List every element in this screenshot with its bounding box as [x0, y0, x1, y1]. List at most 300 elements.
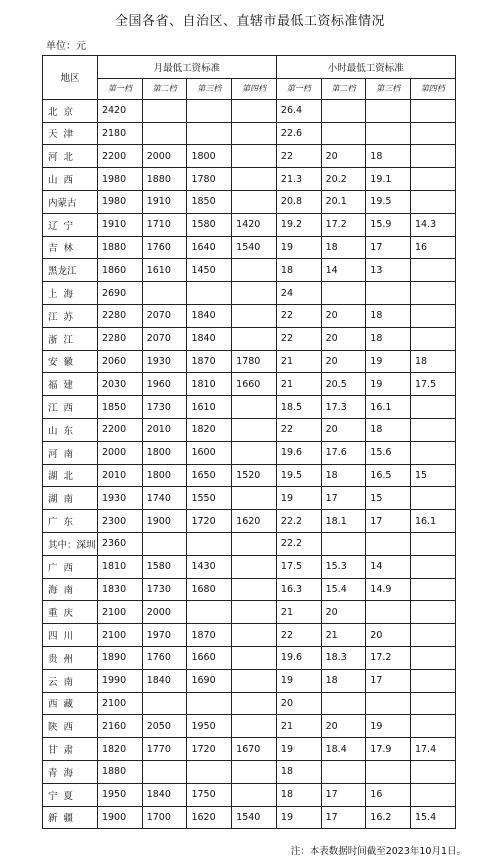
region-cell: 福建: [43, 373, 98, 396]
table-row: [43, 555, 500, 578]
footnote: 注：本表数据时间截至2023年10月1日。: [290, 846, 466, 857]
hourly-tier-3-cell: 20: [366, 624, 411, 647]
region-cell: 宁夏: [43, 783, 98, 806]
monthly-tier-4-cell: [232, 122, 277, 145]
hourly-tier-2-cell: [321, 532, 366, 555]
hourly-tier-2-cell: 20: [321, 418, 366, 441]
monthly-tier-2-cell: 1910: [142, 190, 187, 213]
monthly-tier-4-cell: [232, 487, 277, 510]
monthly-tier-1-cell: 1890: [97, 646, 142, 669]
monthly-tier-2-cell: 1730: [142, 396, 187, 419]
hourly-tier-2-cell: 20.1: [321, 190, 366, 213]
monthly-tier-4-cell: [232, 624, 277, 647]
monthly-tier-1-cell: 1980: [97, 168, 142, 191]
hourly-tier-4-cell: [410, 555, 455, 578]
monthly-tier-4-cell: [232, 601, 277, 624]
region-cell: 陕西: [43, 715, 98, 738]
monthly-tier-1-cell: 1820: [97, 738, 142, 761]
hourly-tier-1-cell: 19.5: [276, 464, 321, 487]
table-row: [43, 783, 500, 806]
monthly-tier-4-cell: 1780: [232, 350, 277, 373]
monthly-tier-2-cell: 2010: [142, 418, 187, 441]
hourly-tier-1-cell: 19: [276, 236, 321, 259]
monthly-tier-3-cell: [187, 601, 232, 624]
region-cell: 重庆: [43, 601, 98, 624]
hourly-tier-3-cell: [366, 99, 411, 122]
monthly-tier-4-cell: 1420: [232, 213, 277, 236]
monthly-tier-4-cell: [232, 259, 277, 282]
region-cell: 黑龙江: [43, 259, 98, 282]
hourly-tier-1-cell: 22.6: [276, 122, 321, 145]
monthly-tier-1-cell: 1910: [97, 213, 142, 236]
header-hourly: 小时最低工资标准: [276, 56, 455, 79]
monthly-tier-2-cell: [142, 760, 187, 783]
hourly-tier-4-cell: 17.5: [410, 373, 455, 396]
hourly-tier-1-cell: 19: [276, 487, 321, 510]
monthly-tier-1-cell: 1880: [97, 760, 142, 783]
monthly-tier-4-cell: 1620: [232, 510, 277, 533]
header-monthly-tier-2: 第二档: [142, 78, 187, 99]
page-title: 全国各省、自治区、直辖市最低工资标准情况: [114, 14, 385, 29]
monthly-tier-1-cell: 2280: [97, 304, 142, 327]
table-row: [43, 396, 500, 419]
monthly-tier-1-cell: 1980: [97, 190, 142, 213]
hourly-tier-3-cell: [366, 760, 411, 783]
hourly-tier-1-cell: 20.8: [276, 190, 321, 213]
hourly-tier-1-cell: 19: [276, 738, 321, 761]
hourly-tier-4-cell: [410, 168, 455, 191]
monthly-tier-1-cell: 1950: [97, 783, 142, 806]
monthly-tier-4-cell: [232, 304, 277, 327]
hourly-tier-3-cell: 17: [366, 669, 411, 692]
hourly-tier-2-cell: [321, 122, 366, 145]
monthly-tier-1-cell: 2000: [97, 441, 142, 464]
hourly-tier-4-cell: [410, 327, 455, 350]
hourly-tier-2-cell: 20: [321, 304, 366, 327]
monthly-tier-3-cell: 1810: [187, 373, 232, 396]
hourly-tier-1-cell: 22: [276, 418, 321, 441]
monthly-tier-1-cell: 2010: [97, 464, 142, 487]
hourly-tier-3-cell: 18: [366, 418, 411, 441]
header-monthly-tier-3: 第三档: [187, 78, 232, 99]
table-row: [43, 669, 500, 692]
monthly-tier-3-cell: 1640: [187, 236, 232, 259]
monthly-tier-3-cell: 1450: [187, 259, 232, 282]
monthly-tier-3-cell: 1430: [187, 555, 232, 578]
region-cell: 吉林: [43, 236, 98, 259]
region-cell: 广东: [43, 510, 98, 533]
hourly-tier-4-cell: [410, 418, 455, 441]
hourly-tier-4-cell: [410, 578, 455, 601]
hourly-tier-1-cell: 19.6: [276, 441, 321, 464]
hourly-tier-2-cell: 18.3: [321, 646, 366, 669]
region-cell: 广西: [43, 555, 98, 578]
hourly-tier-1-cell: 21: [276, 601, 321, 624]
hourly-tier-1-cell: 18: [276, 783, 321, 806]
region-cell: 安徽: [43, 350, 98, 373]
hourly-tier-2-cell: 20: [321, 601, 366, 624]
hourly-tier-3-cell: 13: [366, 259, 411, 282]
hourly-tier-2-cell: 17: [321, 806, 366, 829]
monthly-tier-2-cell: 2000: [142, 145, 187, 168]
monthly-tier-3-cell: [187, 532, 232, 555]
hourly-tier-4-cell: [410, 259, 455, 282]
hourly-tier-4-cell: 15: [410, 464, 455, 487]
hourly-tier-1-cell: 22: [276, 145, 321, 168]
hourly-tier-4-cell: [410, 624, 455, 647]
table-row: [43, 510, 500, 533]
hourly-tier-3-cell: 19.1: [366, 168, 411, 191]
hourly-tier-3-cell: 18: [366, 327, 411, 350]
hourly-tier-1-cell: 22: [276, 304, 321, 327]
hourly-tier-3-cell: 15.6: [366, 441, 411, 464]
region-cell: 内蒙古: [43, 190, 98, 213]
monthly-tier-3-cell: 1650: [187, 464, 232, 487]
hourly-tier-1-cell: 19: [276, 669, 321, 692]
hourly-tier-3-cell: 14: [366, 555, 411, 578]
region-cell: 海南: [43, 578, 98, 601]
table-row: [43, 282, 500, 305]
monthly-tier-2-cell: [142, 99, 187, 122]
monthly-tier-2-cell: [142, 122, 187, 145]
monthly-tier-2-cell: 1610: [142, 259, 187, 282]
hourly-tier-1-cell: 22.2: [276, 510, 321, 533]
hourly-tier-2-cell: [321, 760, 366, 783]
hourly-tier-4-cell: [410, 760, 455, 783]
hourly-tier-4-cell: [410, 669, 455, 692]
header-region: 地区: [43, 56, 98, 100]
monthly-tier-3-cell: 1690: [187, 669, 232, 692]
monthly-tier-4-cell: 1540: [232, 236, 277, 259]
region-cell: 云南: [43, 669, 98, 692]
monthly-tier-2-cell: 1800: [142, 441, 187, 464]
hourly-tier-1-cell: 19.6: [276, 646, 321, 669]
monthly-tier-3-cell: 1600: [187, 441, 232, 464]
hourly-tier-1-cell: 21: [276, 715, 321, 738]
table-row: [43, 646, 500, 669]
monthly-tier-2-cell: 1800: [142, 464, 187, 487]
hourly-tier-2-cell: 17: [321, 783, 366, 806]
monthly-tier-1-cell: 2690: [97, 282, 142, 305]
region-cell: 北京: [43, 99, 98, 122]
hourly-tier-1-cell: 24: [276, 282, 321, 305]
hourly-tier-3-cell: 17: [366, 510, 411, 533]
hourly-tier-3-cell: [366, 601, 411, 624]
table-row: [43, 304, 500, 327]
monthly-tier-3-cell: [187, 122, 232, 145]
monthly-tier-2-cell: [142, 282, 187, 305]
monthly-tier-1-cell: 1900: [97, 806, 142, 829]
monthly-tier-3-cell: 1720: [187, 510, 232, 533]
monthly-tier-3-cell: 1780: [187, 168, 232, 191]
table-row: [43, 806, 500, 829]
monthly-tier-4-cell: [232, 168, 277, 191]
monthly-tier-3-cell: 1870: [187, 350, 232, 373]
hourly-tier-2-cell: 20: [321, 327, 366, 350]
table-row: [43, 418, 500, 441]
monthly-tier-3-cell: [187, 692, 232, 715]
monthly-tier-1-cell: 2420: [97, 99, 142, 122]
hourly-tier-2-cell: 18.4: [321, 738, 366, 761]
monthly-tier-1-cell: 2160: [97, 715, 142, 738]
hourly-tier-3-cell: 17: [366, 236, 411, 259]
hourly-tier-2-cell: 20: [321, 350, 366, 373]
monthly-tier-4-cell: [232, 760, 277, 783]
header-monthly: 月最低工资标准: [97, 56, 276, 79]
monthly-tier-1-cell: 1810: [97, 555, 142, 578]
hourly-tier-4-cell: 15.4: [410, 806, 455, 829]
table-row: [43, 532, 500, 555]
region-cell: 辽宁: [43, 213, 98, 236]
hourly-tier-3-cell: [366, 122, 411, 145]
header-hourly-tier-2: 第二档: [321, 78, 366, 99]
hourly-tier-2-cell: 20.5: [321, 373, 366, 396]
monthly-tier-2-cell: 1970: [142, 624, 187, 647]
monthly-tier-3-cell: 1800: [187, 145, 232, 168]
monthly-tier-1-cell: 2360: [97, 532, 142, 555]
monthly-tier-2-cell: [142, 532, 187, 555]
monthly-tier-4-cell: [232, 555, 277, 578]
hourly-tier-4-cell: [410, 715, 455, 738]
hourly-tier-4-cell: [410, 396, 455, 419]
monthly-tier-1-cell: 2100: [97, 692, 142, 715]
hourly-tier-3-cell: 19: [366, 715, 411, 738]
region-cell: 其中：深圳: [43, 532, 98, 555]
hourly-tier-3-cell: 17.2: [366, 646, 411, 669]
monthly-tier-4-cell: [232, 418, 277, 441]
hourly-tier-2-cell: 20: [321, 715, 366, 738]
monthly-tier-2-cell: 1930: [142, 350, 187, 373]
hourly-tier-1-cell: 22: [276, 327, 321, 350]
table-row: [43, 601, 500, 624]
hourly-tier-1-cell: 20: [276, 692, 321, 715]
monthly-tier-1-cell: 2100: [97, 624, 142, 647]
monthly-tier-2-cell: 2070: [142, 327, 187, 350]
hourly-tier-3-cell: 16.2: [366, 806, 411, 829]
table-row: [43, 236, 500, 259]
monthly-tier-3-cell: 1840: [187, 304, 232, 327]
header-hourly-tier-1: 第一档: [276, 78, 321, 99]
monthly-tier-2-cell: 1880: [142, 168, 187, 191]
monthly-tier-3-cell: 1840: [187, 327, 232, 350]
hourly-tier-1-cell: 21: [276, 373, 321, 396]
region-cell: 甘肃: [43, 738, 98, 761]
hourly-tier-1-cell: 17.5: [276, 555, 321, 578]
monthly-tier-4-cell: 1660: [232, 373, 277, 396]
monthly-tier-1-cell: 2100: [97, 601, 142, 624]
hourly-tier-1-cell: 18: [276, 259, 321, 282]
hourly-tier-4-cell: 17.4: [410, 738, 455, 761]
hourly-tier-3-cell: 18: [366, 304, 411, 327]
header-hourly-tier-3: 第三档: [366, 78, 411, 99]
monthly-tier-3-cell: 1580: [187, 213, 232, 236]
monthly-tier-1-cell: 2030: [97, 373, 142, 396]
monthly-tier-4-cell: [232, 282, 277, 305]
hourly-tier-2-cell: 17: [321, 487, 366, 510]
hourly-tier-3-cell: 15: [366, 487, 411, 510]
region-cell: 江苏: [43, 304, 98, 327]
hourly-tier-2-cell: 15.3: [321, 555, 366, 578]
monthly-tier-3-cell: 1720: [187, 738, 232, 761]
hourly-tier-1-cell: 18: [276, 760, 321, 783]
monthly-tier-1-cell: 2200: [97, 418, 142, 441]
table-row: [43, 715, 500, 738]
monthly-tier-3-cell: [187, 760, 232, 783]
region-cell: 西藏: [43, 692, 98, 715]
monthly-tier-3-cell: [187, 282, 232, 305]
hourly-tier-3-cell: 18: [366, 145, 411, 168]
monthly-tier-1-cell: 1850: [97, 396, 142, 419]
hourly-tier-2-cell: 17.6: [321, 441, 366, 464]
monthly-tier-4-cell: [232, 669, 277, 692]
region-cell: 山西: [43, 168, 98, 191]
hourly-tier-2-cell: 18: [321, 464, 366, 487]
hourly-tier-1-cell: 21: [276, 350, 321, 373]
table-row: [43, 487, 500, 510]
header-hourly-tier-4: 第四档: [410, 78, 455, 99]
monthly-tier-1-cell: 1830: [97, 578, 142, 601]
hourly-tier-4-cell: [410, 601, 455, 624]
hourly-tier-3-cell: [366, 692, 411, 715]
monthly-tier-2-cell: 2050: [142, 715, 187, 738]
hourly-tier-3-cell: [366, 532, 411, 555]
header-monthly-tier-4: 第四档: [232, 78, 277, 99]
monthly-tier-4-cell: 1520: [232, 464, 277, 487]
hourly-tier-2-cell: 20.2: [321, 168, 366, 191]
monthly-tier-4-cell: [232, 99, 277, 122]
monthly-tier-1-cell: 1990: [97, 669, 142, 692]
monthly-tier-4-cell: [232, 190, 277, 213]
table-row: [43, 259, 500, 282]
table-row: [43, 99, 500, 122]
monthly-tier-4-cell: [232, 145, 277, 168]
hourly-tier-3-cell: 17.9: [366, 738, 411, 761]
monthly-tier-4-cell: 1540: [232, 806, 277, 829]
monthly-tier-3-cell: 1750: [187, 783, 232, 806]
monthly-tier-2-cell: 2070: [142, 304, 187, 327]
region-cell: 江西: [43, 396, 98, 419]
monthly-tier-2-cell: 1760: [142, 646, 187, 669]
hourly-tier-3-cell: 16.5: [366, 464, 411, 487]
monthly-tier-4-cell: [232, 783, 277, 806]
monthly-tier-2-cell: 2000: [142, 601, 187, 624]
hourly-tier-3-cell: [366, 282, 411, 305]
wage-table: [42, 55, 500, 829]
hourly-tier-2-cell: 18: [321, 669, 366, 692]
table-row: [43, 441, 500, 464]
monthly-tier-4-cell: [232, 396, 277, 419]
monthly-tier-3-cell: 1620: [187, 806, 232, 829]
unit-label: 单位：元: [46, 41, 86, 52]
monthly-tier-4-cell: [232, 715, 277, 738]
monthly-tier-1-cell: 2180: [97, 122, 142, 145]
monthly-tier-2-cell: 1740: [142, 487, 187, 510]
hourly-tier-4-cell: [410, 99, 455, 122]
hourly-tier-1-cell: 19: [276, 806, 321, 829]
hourly-tier-2-cell: 18.1: [321, 510, 366, 533]
monthly-tier-3-cell: 1660: [187, 646, 232, 669]
hourly-tier-4-cell: 16: [410, 236, 455, 259]
hourly-tier-4-cell: [410, 122, 455, 145]
monthly-tier-3-cell: 1550: [187, 487, 232, 510]
monthly-tier-2-cell: [142, 692, 187, 715]
monthly-tier-2-cell: 1770: [142, 738, 187, 761]
monthly-tier-2-cell: 1760: [142, 236, 187, 259]
table-row: [43, 624, 500, 647]
hourly-tier-3-cell: 15.9: [366, 213, 411, 236]
monthly-tier-4-cell: [232, 327, 277, 350]
hourly-tier-4-cell: [410, 145, 455, 168]
monthly-tier-4-cell: [232, 578, 277, 601]
hourly-tier-1-cell: 16.3: [276, 578, 321, 601]
region-cell: 河南: [43, 441, 98, 464]
monthly-tier-4-cell: [232, 441, 277, 464]
hourly-tier-2-cell: 20: [321, 145, 366, 168]
hourly-tier-3-cell: 16: [366, 783, 411, 806]
table-row: [43, 760, 500, 783]
hourly-tier-4-cell: [410, 646, 455, 669]
table-row: [43, 327, 500, 350]
hourly-tier-4-cell: [410, 692, 455, 715]
region-cell: 上海: [43, 282, 98, 305]
monthly-tier-3-cell: 1950: [187, 715, 232, 738]
table-row: [43, 464, 500, 487]
hourly-tier-4-cell: 18: [410, 350, 455, 373]
region-cell: 贵州: [43, 646, 98, 669]
monthly-tier-1-cell: 2280: [97, 327, 142, 350]
hourly-tier-4-cell: 16.1: [410, 510, 455, 533]
hourly-tier-1-cell: 22: [276, 624, 321, 647]
monthly-tier-2-cell: 1730: [142, 578, 187, 601]
monthly-tier-3-cell: [187, 99, 232, 122]
hourly-tier-3-cell: 19.5: [366, 190, 411, 213]
table-row: [43, 692, 500, 715]
region-cell: 山东: [43, 418, 98, 441]
monthly-tier-1-cell: 1860: [97, 259, 142, 282]
monthly-tier-1-cell: 2300: [97, 510, 142, 533]
region-cell: 浙江: [43, 327, 98, 350]
hourly-tier-2-cell: 18: [321, 236, 366, 259]
hourly-tier-2-cell: 21: [321, 624, 366, 647]
monthly-tier-2-cell: 1840: [142, 669, 187, 692]
hourly-tier-4-cell: [410, 783, 455, 806]
monthly-tier-3-cell: 1610: [187, 396, 232, 419]
hourly-tier-4-cell: 14.3: [410, 213, 455, 236]
table-row: [43, 350, 500, 373]
table-row: [43, 578, 500, 601]
hourly-tier-2-cell: 17.2: [321, 213, 366, 236]
header-monthly-tier-1: 第一档: [97, 78, 142, 99]
hourly-tier-4-cell: [410, 532, 455, 555]
hourly-tier-1-cell: 21.3: [276, 168, 321, 191]
monthly-tier-4-cell: [232, 646, 277, 669]
hourly-tier-3-cell: 16.1: [366, 396, 411, 419]
monthly-tier-3-cell: 1850: [187, 190, 232, 213]
table-row: [43, 122, 500, 145]
region-cell: 天津: [43, 122, 98, 145]
monthly-tier-2-cell: 1700: [142, 806, 187, 829]
monthly-tier-1-cell: 2200: [97, 145, 142, 168]
monthly-tier-1-cell: 1880: [97, 236, 142, 259]
hourly-tier-2-cell: [321, 692, 366, 715]
hourly-tier-4-cell: [410, 441, 455, 464]
monthly-tier-4-cell: 1670: [232, 738, 277, 761]
table-row: [43, 373, 500, 396]
hourly-tier-3-cell: 14.9: [366, 578, 411, 601]
table-row: [43, 213, 500, 236]
monthly-tier-2-cell: 1580: [142, 555, 187, 578]
hourly-tier-3-cell: 19: [366, 350, 411, 373]
